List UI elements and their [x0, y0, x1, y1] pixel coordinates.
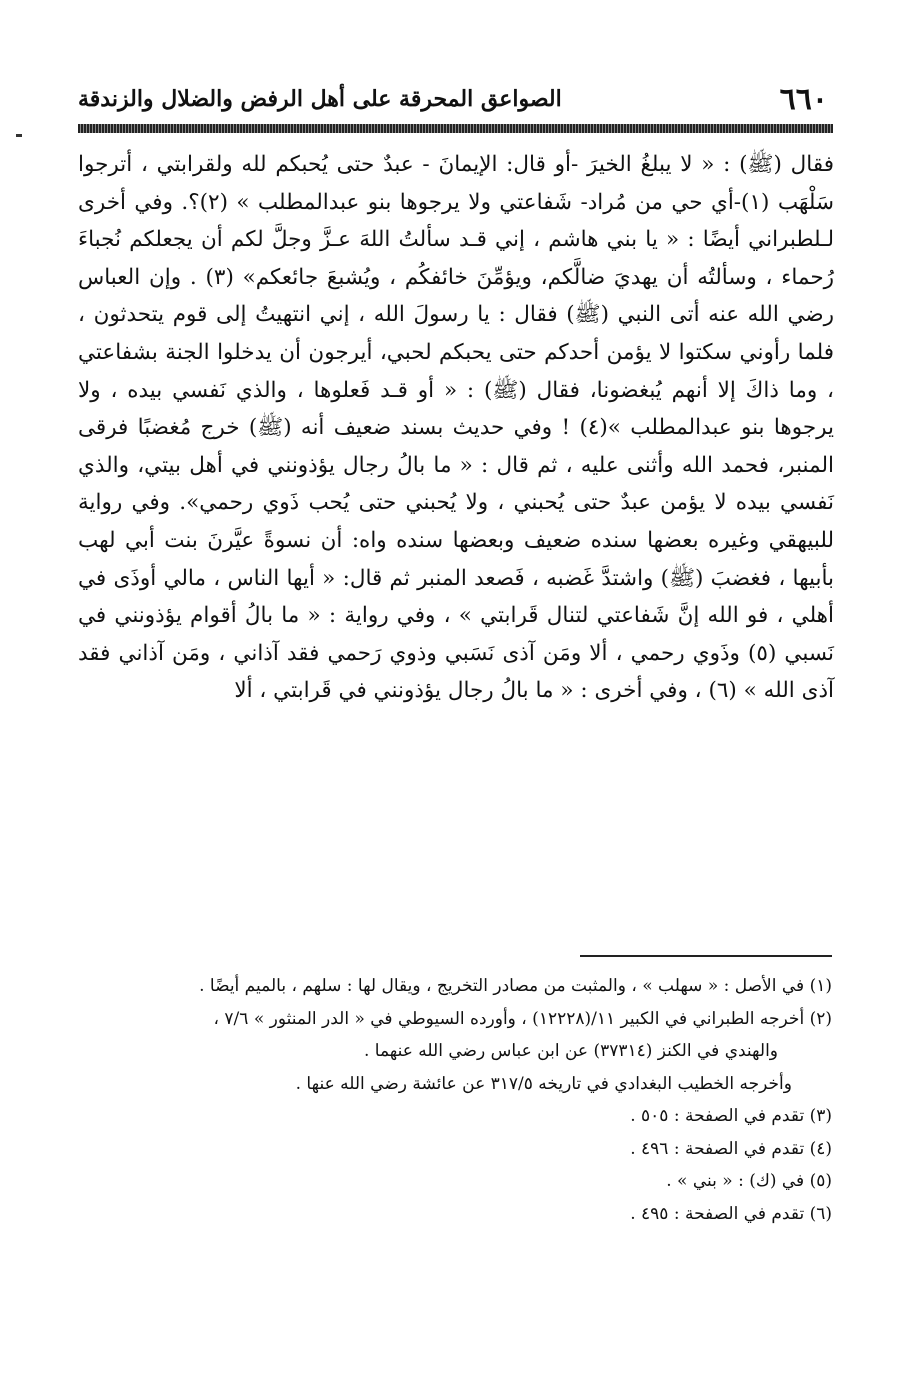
footnote-3: (٣) تقدم في الصفحة : ٥٠٥ . [630, 1106, 832, 1126]
footnotes [70, 970, 832, 1230]
header-rule [78, 124, 833, 133]
main-paragraph: فقال (ﷺ) : « لا يبلغُ الخيرَ -أو قال: الإيمانَ - عبدٌ حتى يُحبكم لله ولقرابتي ، أترجوا سَلْهَب (١)-أي حي من مُراد- شَفاعتي ولا يرجوها بنو عبدالمطلب » (٢)؟. وفي أخرى لـلطبراني أيضًا : « يا بني هاشم ، إني قـد سألتُ اللهَ عـزَّ وجلَّ لكم أن يجعلكم نُجباءَ رُحماء ، وسألتُه أن يهديَ ضالَّكم، ويؤمِّنَ خائفكُم ، ويُشبعَ جائعكم» (٣) . وإن العباس رضي الله عنه أتى النبي (ﷺ) فقال : يا رسولَ الله ، إني انتهيتُ إلى قوم يتحدثون ، فلما رأوني سكتوا لا يؤمن أحدكم حتى يحبكم لحبي، أيرجون أن يدخلوا الجنة بشفاعتي ، وما ذاكَ إلا أنهم يُبغضونا، فقال (ﷺ) : « أو قـد فَعلوها ، والذي نَفسي بيده ، ولا يرجوها بنو عبدالمطلب »(٤) ! وفي حديث بسند ضعيف أنه (ﷺ) خرج مُغضبًا فرقى المنبر، فحمد الله وأثنى عليه ، ثم قال : « ما بالُ رجال يؤذونني في أهل بيتي، والذي نَفسي بيده لا يؤمن عبدٌ حتى يُحبني ، ولا يُحبني حتى يُحب ذَوي رحمي». وفي رواية للبيهقي وغيره بعضها سنده ضعيف وبعضها سنده واه: أن نسوةً عيَّرنَ بنت أبي لهب بأبيها ، فغضبَ (ﷺ) واشتدَّ غَضبه ، فَصعد المنبر ثم قال: « أيها الناس ، مالي أوذَى في أهلي ، فو الله إنَّ شَفاعتي لتنال قَرابتي » ، وفي رواية : « ما بالُ أقوام يؤذونني في نَسبي (٥) وذَوي رحمي ، ألا ومَن آذى نَسَبي وذوي رَحمي فقد آذاني ، ومَن آذاني فقد آذى الله » (٦) ، وفي أخرى : « ما بالُ رجال يؤذونني في قَرابتي ، ألا [78, 152, 834, 704]
running-title: الصواعق المحرقة على أهل الرفض والضلال والزندقة [78, 86, 562, 112]
footnote-6: (٦) تقدم في الصفحة : ٤٩٥ . [630, 1203, 832, 1224]
footnote-2: (٢) أخرجه الطبراني في الكبير ١١/(١٢٢٢٨) ، وأورده السيوطي في « الدر المنثور » ٧/٦ ، [213, 1008, 832, 1029]
margin-mark [16, 134, 22, 137]
footnote-1: (١) في الأصل : « سهلب » ، والمثبت من مصادر التخريج ، ويقال لها : سلهم ، بالميم أيضًا . [199, 976, 832, 996]
main-text [78, 146, 834, 710]
footnote-2-continued: والهندي في الكنز (٣٧٣١٤) عن ابن عباس رضي الله عنهما . [363, 1041, 778, 1061]
footnote-5: (٥) في (ك) : « بني » . [666, 1171, 832, 1191]
page-header [78, 80, 828, 120]
footnote-4: (٤) تقدم في الصفحة : ٤٩٦ . [630, 1138, 832, 1159]
page-number: ٦٦٠ [779, 82, 828, 117]
footnote-2-extra: وأخرجه الخطيب البغدادي في تاريخه ٣١٧/٥ عن عائشة رضي الله عنها . [295, 1073, 792, 1094]
footnote-separator [580, 955, 832, 957]
